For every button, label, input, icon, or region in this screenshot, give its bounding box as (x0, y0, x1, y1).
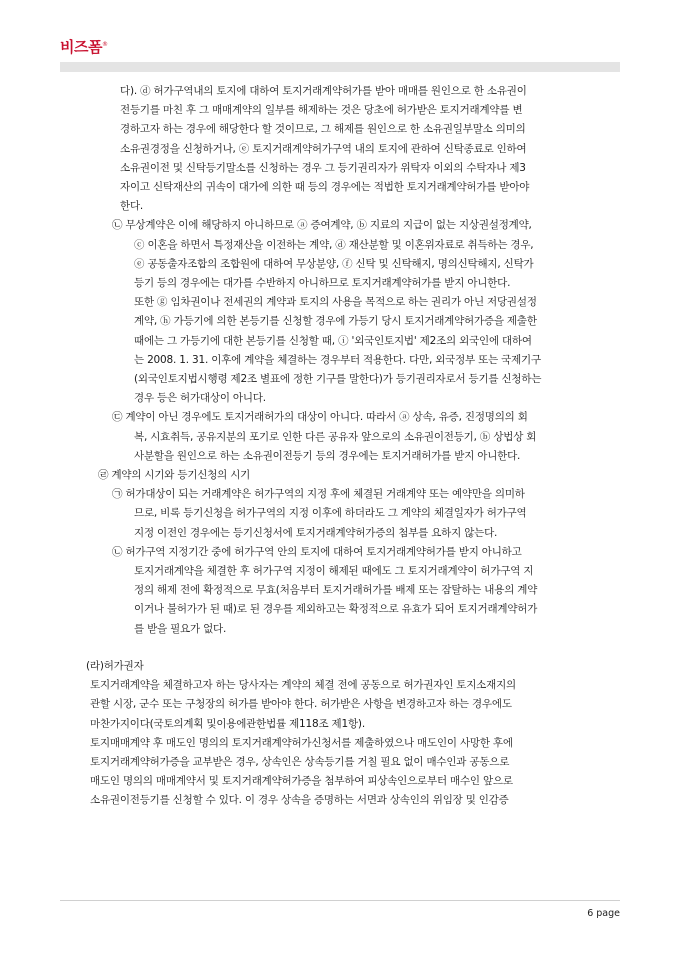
item-4a (60, 485, 620, 543)
text-line: 므로, 비록 등기신청을 허가구역의 지정 이후에 하더라도 그 계약의 체결일자가 허가구역 (134, 507, 527, 520)
page-number: 6 page (587, 908, 620, 919)
ra-paragraph-2 (60, 734, 620, 811)
continuation-paragraph (60, 82, 620, 216)
text-line: 사분할을 원인으로 하는 소유권이전등기 등의 경우에는 토지거래허가를 받지 아니한다. (134, 449, 521, 462)
item-4b (60, 543, 620, 639)
bizforms-logo (60, 36, 107, 57)
text-line: ⓒ 이혼을 하면서 특정재산을 이전하는 계약, ⓓ 재산분할 및 이혼위자료로 취득하는 경우, (134, 238, 534, 251)
text-line: 소유권경정을 신청하거나, ⓔ 토지거래계약허가구역 내의 토지에 관하여 신탁종료로 인하여 (120, 142, 527, 155)
text-line: 이거나 불허가가 된 때)로 된 경우를 제외하고는 확정적으로 유효가 되어 토지거래계약허가 (134, 603, 538, 616)
text-line: 전등기를 마친 후 그 매매계약의 일부를 해제하는 것은 당초에 허가받은 토지거래계약를 변 (120, 104, 523, 117)
text-line: 매도인 명의의 매매계약서 및 토지거래계약허가증을 첨부하여 피상속인으로부터 매수인 앞으로 (90, 775, 513, 788)
text-line: 지정 이전인 경우에는 등기신청서에 토지거래계약허가증의 첨부를 요하지 않는다. (134, 526, 498, 539)
logo-trademark: ® (101, 41, 108, 48)
text-line: 때에는 그 가등기에 대한 본등기를 신청할 때, ⓘ '외국인토지법' 제2조의 외국인에 대하여 (134, 334, 532, 347)
footer-rule (60, 900, 620, 901)
logo-text: 비즈폼 (60, 38, 102, 56)
text-line: 토지매매계약 후 매도인 명의의 토지거래계약허가신청서를 제출하였으나 매도인이 사망한 후에 (90, 736, 513, 749)
item-b (60, 216, 620, 408)
text-line: 소유권이전등기를 신청할 수 있다. 이 경우 상속을 증명하는 서면과 상속인의 위임장 및 인감증 (90, 794, 509, 807)
document-body (60, 82, 620, 811)
text-line: ⓔ 공동출자조합의 조합원에 대하여 무상분양, ⓕ 신탁 및 신탁해지, 명의신탁해지, 신탁가 (134, 257, 534, 270)
text-line: 복, 시효취득, 공유지분의 포기로 인한 다른 공유자 앞으로의 소유권이전등기, ⓑ 상법상 회 (134, 430, 537, 443)
item-c (60, 408, 620, 466)
header-bar (60, 62, 620, 72)
section-ra-title: (라)허가권자 (86, 659, 144, 672)
text-line: 토지거래계약을 체결한 후 허가구역 지정이 해제된 때에도 그 토지거래계약이 허가구역 지 (134, 565, 534, 578)
text-line: 토지거래계약을 체결하고자 하는 당사자는 계약의 체결 전에 공동으로 허가권자인 토지소재지의 (90, 679, 516, 692)
text-line: ㉡ 무상계약은 이에 해당하지 아니하므로 ⓐ 증여계약, ⓑ 지료의 지급이 없는 지상권설정계약, (112, 219, 532, 232)
text-line: 계약, ⓗ 가등기에 의한 본등기를 신청할 경우에 가등기 당시 토지거래계약허가증을 제출한 (134, 315, 537, 328)
text-line: 토지거래계약허가증을 교부받은 경우, 상속인은 상속등기를 거칠 필요 없이 매수인과 공동으로 (90, 755, 510, 768)
text-line: 정의 해제 전에 확정적으로 무효(처음부터 토지거래허가를 배제 또는 잠탈하는 내용의 계약 (134, 584, 538, 597)
item-4-title: ㉣ 계약의 시기와 등기신청의 시기 (98, 469, 251, 482)
text-line: 한다. (120, 200, 144, 213)
text-line: 소유권이전 및 신탁등기말소를 신청하는 경우 그 등기권리자가 위탁자 이외의 수탁자나 제3 (120, 161, 526, 174)
text-line: 마찬가지이다(국토의계획 및이용에관한법률 제118조 제1항). (90, 717, 365, 730)
text-line: 관할 시장, 군수 또는 구청장의 허가를 받아야 한다. 허가받은 사항을 변경하고자 하는 경우에도 (90, 698, 512, 711)
text-line: ㉢ 계약이 아닌 경우에도 토지거래허가의 대상이 아니다. 따라서 ⓐ 상속, 유증, 진정명의의 회 (112, 411, 528, 424)
text-line: 경우 등은 허가대상이 아니다. (134, 392, 266, 405)
text-line: 등기 등의 경우에는 대가를 수반하지 아니하므로 토지거래계약허가를 받지 아니한다. (134, 277, 511, 290)
text-line: 경하고자 하는 경우에 해당한다 할 것이므로, 그 해제를 원인으로 한 소유권일부말소 의미의 (120, 123, 526, 136)
text-line: 또한 ⓖ 임차권이나 전세권의 계약과 토지의 사용을 목적으로 하는 권리가 아닌 저당권설정 (134, 296, 537, 309)
text-line: ㉠ 허가대상이 되는 거래계약은 허가구역의 지정 후에 체결된 거래계약 또는 예약만을 의미하 (112, 488, 525, 501)
text-line: ㉡ 허가구역 지정기간 중에 허가구역 안의 토지에 대하여 토지거래계약허가를 받지 아니하고 (112, 545, 522, 558)
ra-paragraph-1 (60, 676, 620, 734)
text-line: 자이고 신탁재산의 귀속이 대가에 의한 때 등의 경우에는 적법한 토지거래계약허가를 받아야 (120, 181, 530, 194)
text-line: (외국인토지법시행령 제2조 별표에 정한 기구를 말한다)가 등기권리자로서 등기를 신청하는 (134, 373, 542, 386)
text-line: 다). ⓓ 허가구역내의 토지에 대하여 토지거래계약허가를 받아 매매를 원인으로 한 소유권이 (120, 85, 527, 97)
text-line: 는 2008. 1. 31. 이후에 계약을 체결하는 경우부터 적용한다. 다만, 외국정부 또는 국제기구 (134, 353, 541, 366)
text-line: 를 받을 필요가 없다. (134, 622, 227, 635)
